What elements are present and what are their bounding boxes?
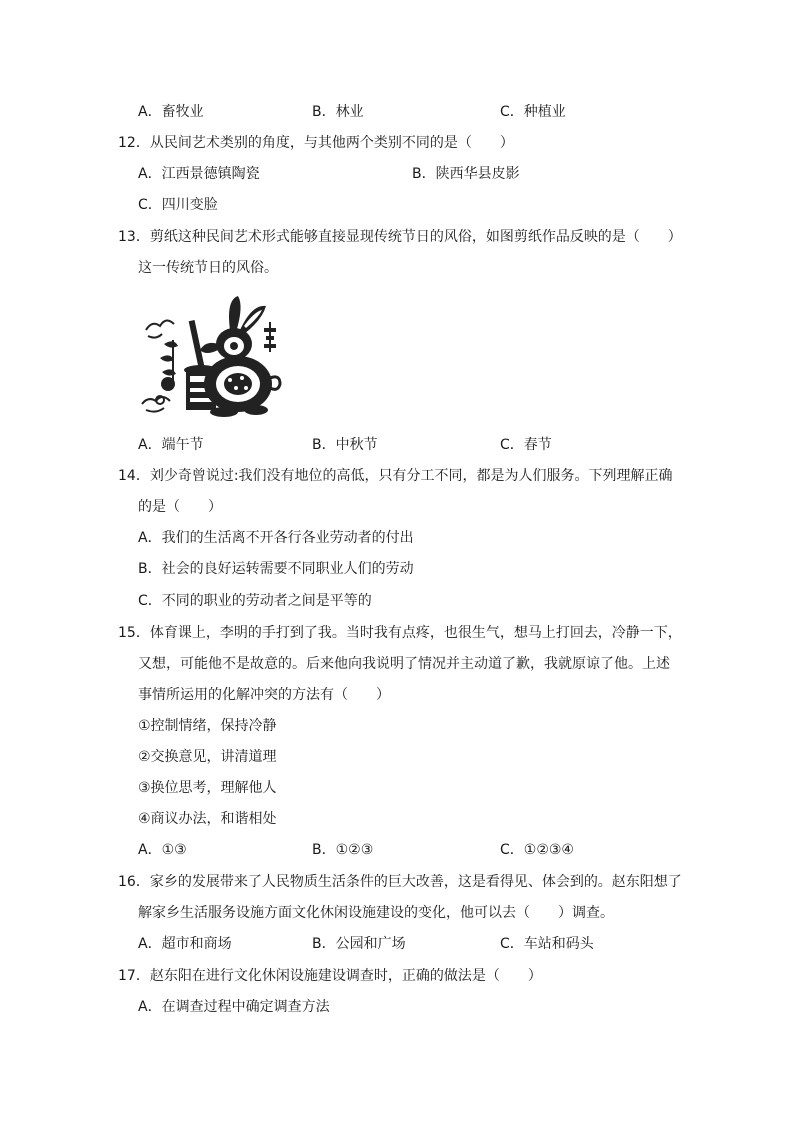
q16-stem-line1: 16．家乡的发展带来了人民物质生活条件的巨大改善，这是看得见、体会到的。赵东阳想了	[118, 874, 682, 890]
q12-option-c: C．四川变脸	[138, 197, 218, 213]
q17-stem: 17．赵东阳在进行文化休闲设施建设调查时，正确的做法是（ ）	[118, 968, 542, 984]
q12-stem: 12．从民间艺术类别的角度，与其他两个类别不同的是（ ）	[118, 135, 514, 151]
q13-option-c: C．春节	[500, 437, 552, 453]
q15-stem-line1: 15．体育课上，李明的手打到了我。当时我有点疼，也很生气，想马上打回去，冷静一下，	[118, 625, 682, 641]
q13-stem-line2: 这一传统节日的风俗。	[138, 260, 278, 276]
q13-option-b: B．中秋节	[312, 437, 378, 453]
q17-option-a: A．在调查过程中确定调查方法	[138, 999, 330, 1015]
q15-option-a: A．①③	[138, 842, 187, 858]
rabbit-papercut-illustration	[138, 292, 286, 420]
q16-stem-line2: 解家乡生活服务设施方面文化休闲设施建设的变化，他可以去（ ）调查。	[138, 905, 614, 921]
q14-option-a: A．我们的生活离不开各行各业劳动者的付出	[138, 530, 414, 546]
q14-option-c: C．不同的职业的劳动者之间是平等的	[138, 593, 372, 609]
q15-item-3: ③换位思考，理解他人	[138, 780, 277, 796]
q12-option-a: A．江西景德镇陶瓷	[138, 166, 260, 182]
q14-option-b: B．社会的良好运转需要不同职业人们的劳动	[138, 561, 414, 577]
q16-option-a: A．超市和商场	[138, 936, 232, 952]
q14-stem-line1: 14．刘少奇曾说过:我们没有地位的高低，只有分工不同，都是为人们服务。下列理解正确	[118, 468, 673, 484]
q14-stem-line2: 的是（ ）	[138, 499, 222, 515]
q15-option-c: C．①②③④	[500, 842, 574, 858]
q16-option-c: C．车站和码头	[500, 936, 594, 952]
q15-stem-line3: 事情所运用的化解冲突的方法有（ ）	[138, 687, 390, 703]
q12-option-b: B．陕西华县皮影	[412, 166, 520, 182]
q11-option-c: C．种植业	[500, 104, 566, 120]
q11-option-b: B．林业	[312, 104, 364, 120]
q15-item-4: ④商议办法，和谐相处	[138, 811, 277, 827]
q13-option-a: A．端午节	[138, 437, 204, 453]
q15-item-2: ②交换意见，讲清道理	[138, 749, 277, 765]
q11-option-a: A．畜牧业	[138, 104, 204, 120]
q15-option-b: B．①②③	[312, 842, 374, 858]
q15-item-1: ①控制情绪，保持冷静	[138, 718, 277, 734]
q15-stem-line2: 又想，可能他不是故意的。后来他向我说明了情况并主动道了歉，我就原谅了他。上述	[138, 656, 670, 672]
q13-stem-line1: 13．剪纸这种民间艺术形式能够直接显现传统节日的风俗，如图剪纸作品反映的是（ ）	[118, 229, 682, 245]
q16-option-b: B．公园和广场	[312, 936, 406, 952]
